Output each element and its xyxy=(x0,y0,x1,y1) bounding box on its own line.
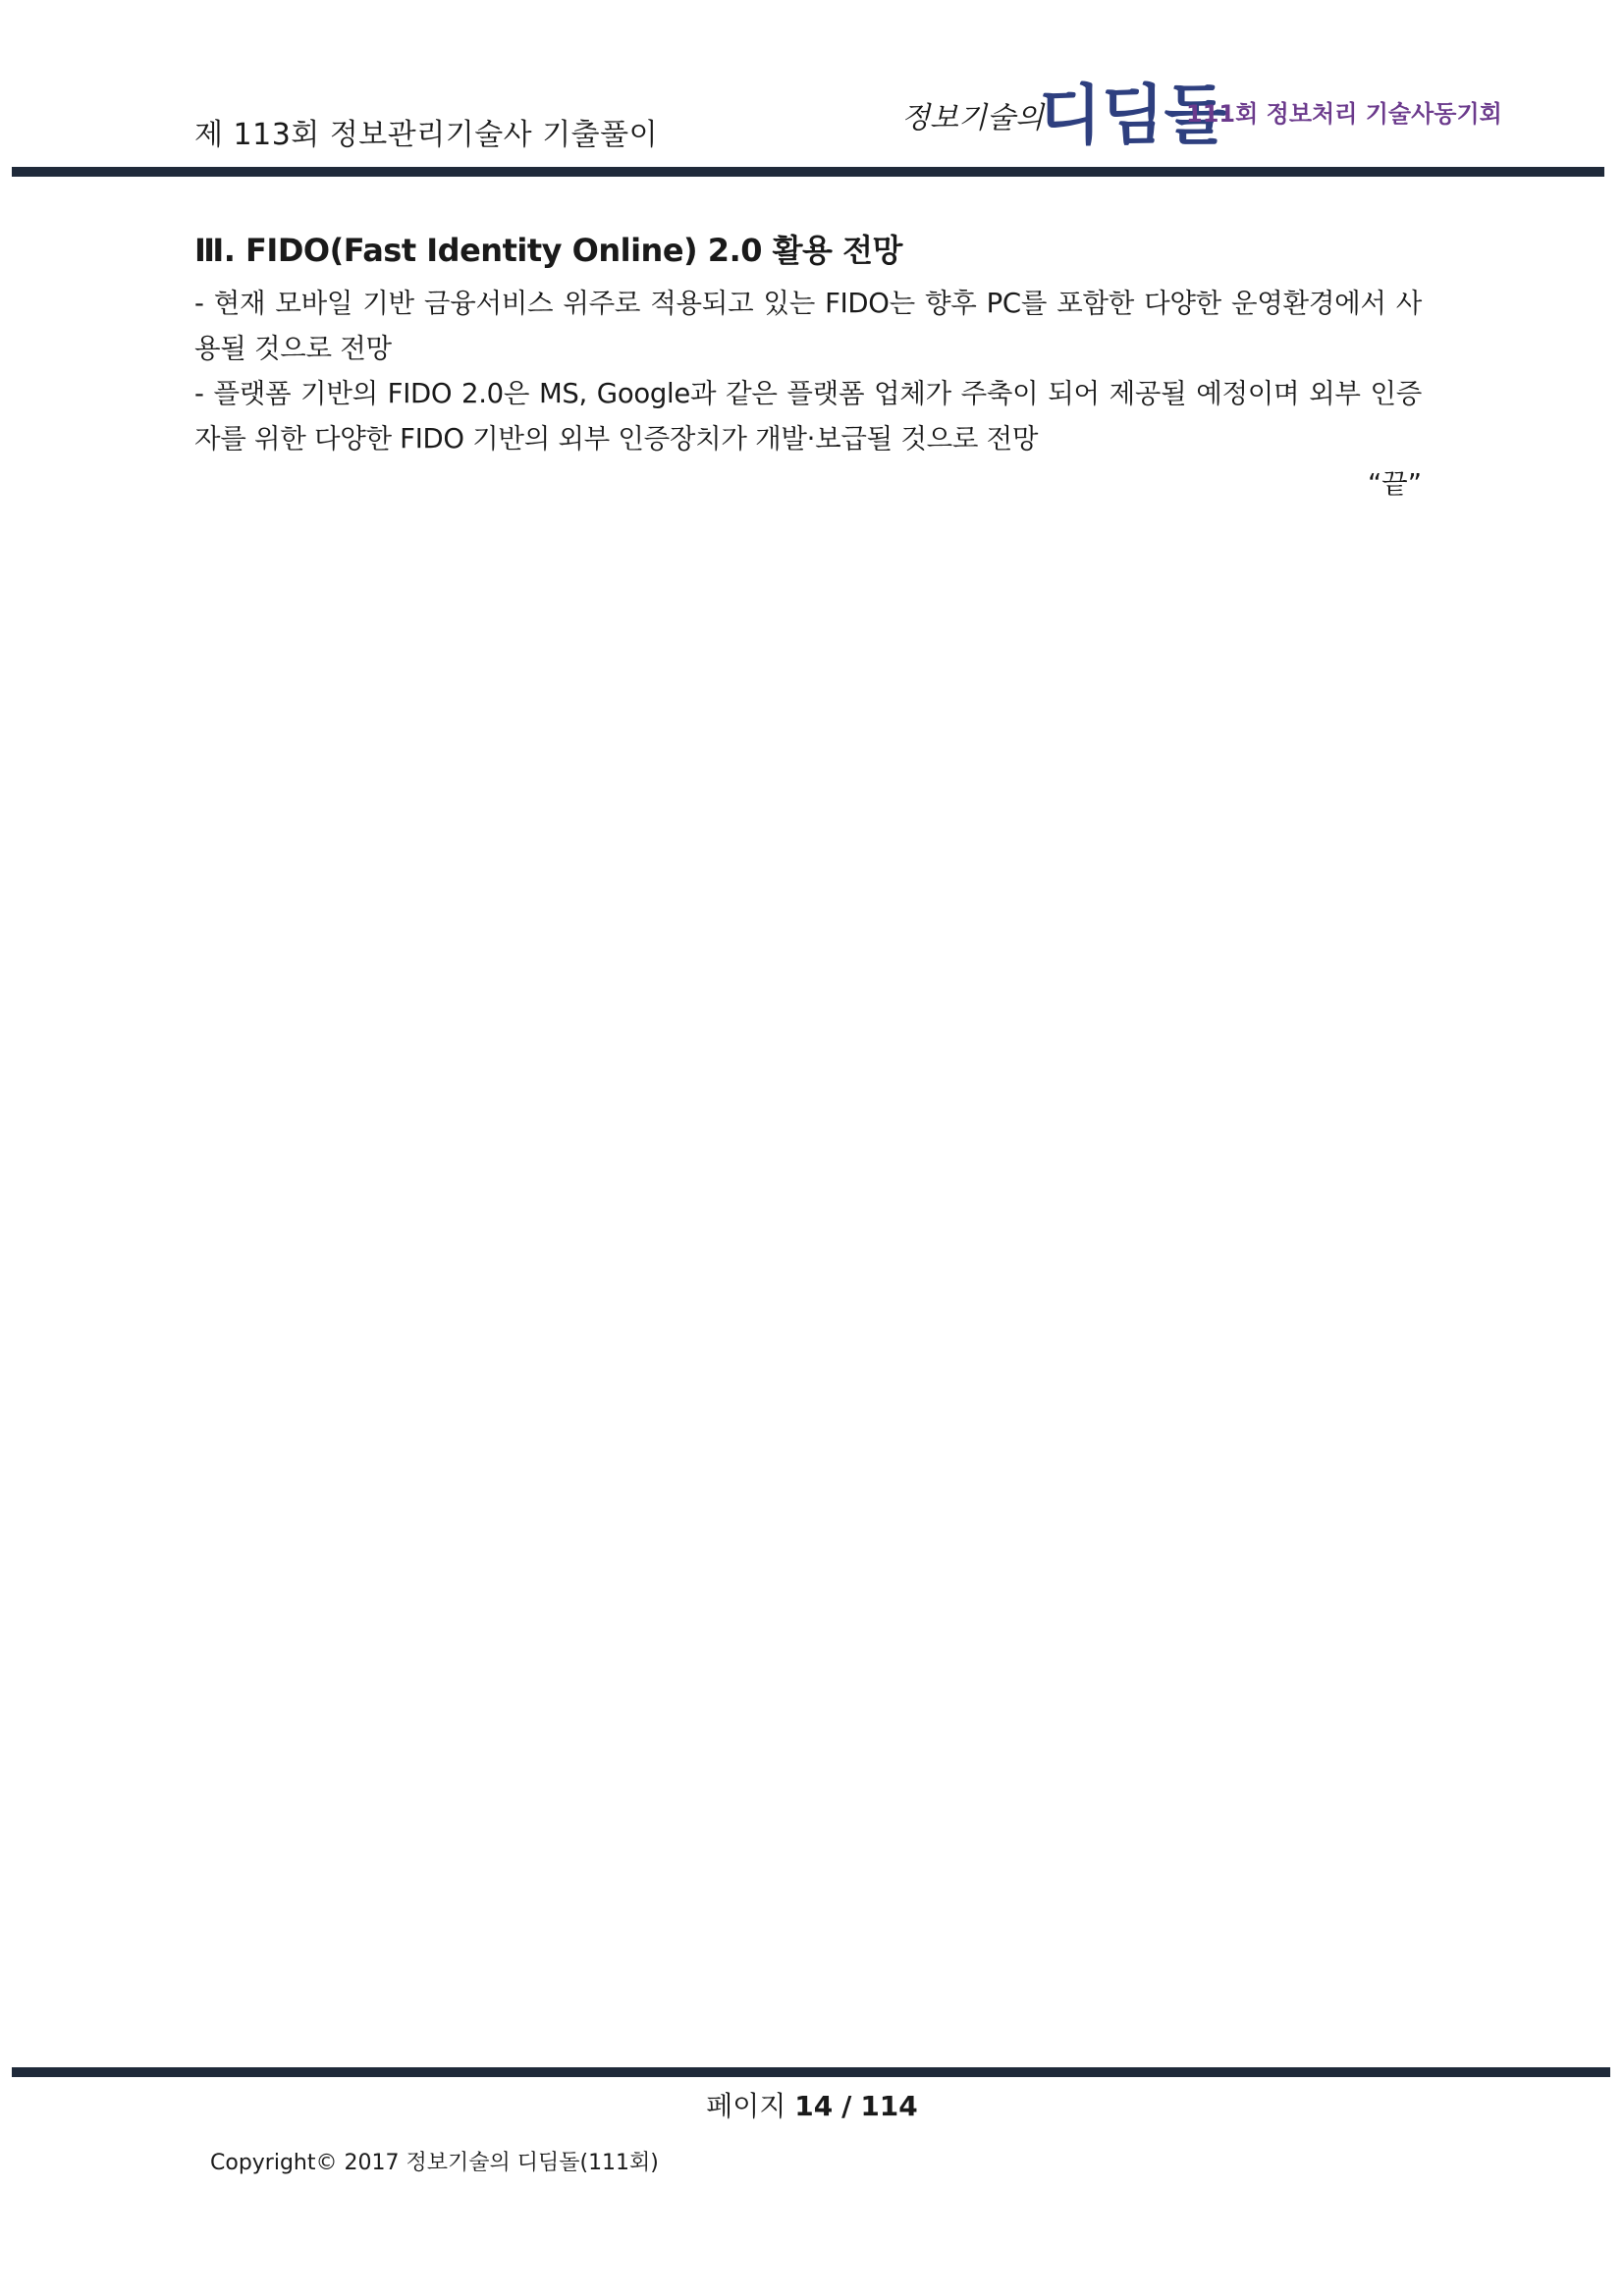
page-separator: / xyxy=(841,2090,852,2122)
end-mark: “끝” xyxy=(1367,468,1422,500)
document-header-title: 제 113회 정보관리기술사 기출풀이 xyxy=(194,118,659,152)
page-current: 14 xyxy=(794,2090,834,2122)
body-paragraph: - 플랫폼 기반의 FIDO 2.0은 MS, Google과 같은 플랫폼 업체가 주축이 되어 제공될 예정이며 외부 인증자를 위한 다양한 FIDO 기반의 외부 인증장치가 개발·보급될 것으로 전망 xyxy=(194,378,1422,454)
header-rule xyxy=(12,167,1604,177)
didimdol-logo xyxy=(901,67,1510,165)
section-heading: Ⅲ. FIDO(Fast Identity Online) 2.0 활용 전망 xyxy=(194,232,902,269)
footer-rule xyxy=(12,2067,1610,2077)
page-prefix: 페이지 xyxy=(706,2090,786,2122)
copyright-notice: Copyright© 2017 정보기술의 디딤돌(111회) xyxy=(210,2151,659,2175)
logo-big-text: 디딤돌 xyxy=(1039,77,1227,153)
document-body xyxy=(194,226,1422,507)
logo-subtitle: 111회 정보처리 기술사동기회 xyxy=(1186,100,1502,128)
page-number xyxy=(0,2085,1624,2124)
body-paragraph: - 현재 모바일 기반 금융서비스 위주로 적용되고 있는 FIDO는 향후 PC를 포함한 다양한 운영환경에서 사용될 것으로 전망 xyxy=(194,288,1422,364)
page-total: 114 xyxy=(860,2090,918,2122)
logo-small-text: 정보기술의 xyxy=(901,101,1044,135)
